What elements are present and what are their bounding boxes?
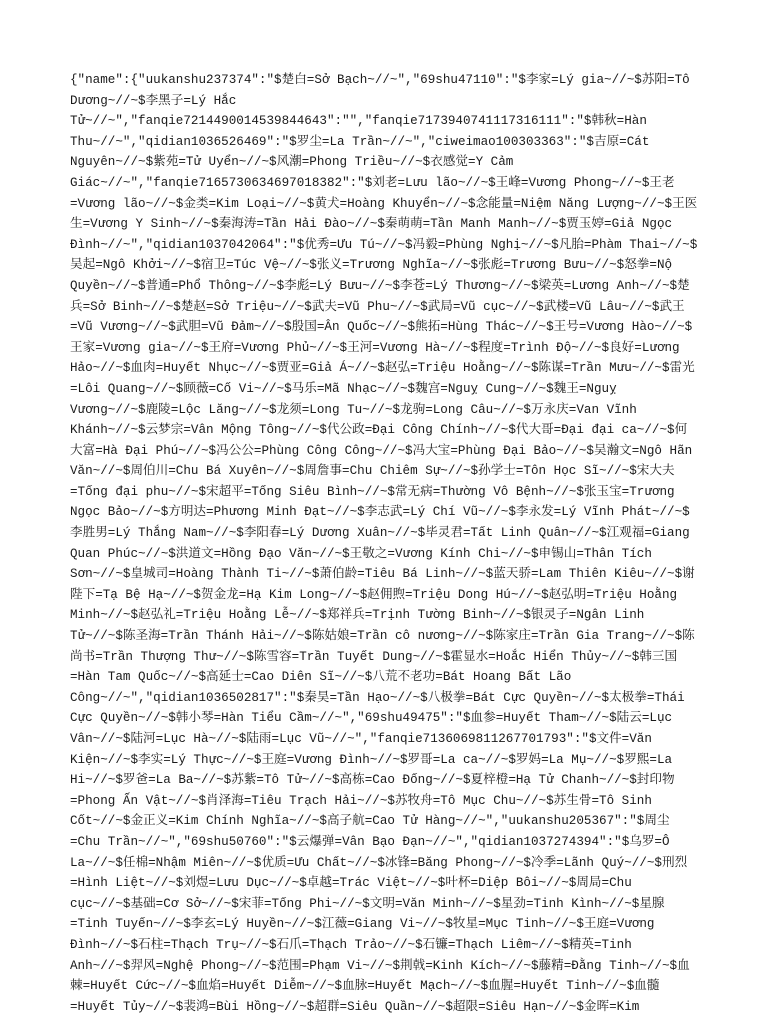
text-line: Vân~//~$陆河=Lục Hà~//~$陆雨=Lục Vũ~//~","fanqie7136069811267701793":"$文件=Văn (70, 732, 652, 746)
text-line: =Tinh Tuyến~//~$李玄=Lý Huyền~//~$江薇=Giang Vi~//~$牧星=Mục Tinh~//~$王庭=Vương (70, 917, 655, 932)
text-line: =Vũ Vương~//~$武胆=Vũ Đảm~//~$殷国=Ân Quốc~//~$熊拓=Hùng Thác~//~$王号=Vương Hào~//~$ (70, 320, 693, 335)
text-line: Sơn~//~$皇城司=Hoàng Thành Ti~//~$萧伯龄=Tiêu Bá Linh~//~$蓝天骄=Lam Thiên Kiêu~//~$谢 (70, 567, 695, 582)
text-line: Hi~//~$罗爸=La Ba~//~$苏紫=Tô Tử~//~$高栋=Cao Đống~//~$夏梓橙=Hạ Tử Chanh~//~$封印物 (70, 773, 675, 788)
text-line: 吴起=Ngô Khởi~//~$宿卫=Túc Vệ~//~$张义=Trương Nghĩa~//~$张彪=Trương Bưu~//~$怒拳=Nộ (70, 258, 673, 273)
text-line: 棘=Huyết Cức~//~$血焰=Huyết Diễm~//~$血脉=Huyết Mạch~//~$血腥=Huyết Tinh~//~$血髓 (70, 979, 660, 994)
text-line: Giác~//~","fanqie7165730634697018382":"$刘老=Lưu lão~//~$王峰=Vương Phong~//~$王老 (70, 175, 675, 190)
text-line: Ngọc Bảo~//~$方明达=Phương Minh Đạt~//~$李志武=Lý Chí Vũ~//~$李永发=Lý Vĩnh Phát~//~$ (70, 505, 690, 520)
text-line: {"name":{"uukanshu237374":"$楚白=Sở Bạch~//~","69shu47110":"$李家=Lý gia~//~$苏阳=Tô (70, 73, 690, 87)
text-line: Công~//~","qidian1036502817":"$秦昊=Tần Hạo~//~$八极拳=Bát Cực Quyền~//~$太极拳=Thái (70, 690, 685, 705)
text-line: 陛下=Tạ Bệ Hạ~//~$贺金龙=Hạ Kim Long~//~$赵佣煦=Triệu Dong Hú~//~$赵弘明=Triệu Hoằng (70, 587, 678, 602)
text-line: =Lôi Quang~//~$顾薇=Cố Vi~//~$马乐=Mã Nhạc~//~$魏宫=Nguỵ Cung~//~$魏王=Nguỵ (70, 381, 617, 396)
text-line: Vương~//~$鹿陵=Lộc Lăng~//~$龙须=Long Tu~//~$龙驹=Long Câu~//~$万永庆=Van Vĩnh (70, 402, 637, 417)
text-line: 李胜男=Lý Thắng Nam~//~$李阳春=Lý Dương Xuân~//~$毕灵君=Tất Linh Quân~//~$江观福=Giang (70, 526, 690, 541)
text-line: Tử~//~","fanqie7214490014539844643":"","fanqie7173940741117316111":"$韩秋=Hàn (70, 114, 647, 129)
text-line: Thu~//~","qidian1036526469":"$罗尘=La Trần~//~","ciweimao100303363":"$吉原=Cát (70, 134, 650, 149)
text-line: Quyền~//~$普通=Phổ Thông~//~$李彪=Lý Bưu~//~$李苍=Lý Thương~//~$梁英=Lương Anh~//~$楚 (70, 278, 690, 293)
text-line: Đình~//~$石柱=Thạch Trụ~//~$石爪=Thạch Trảo~//~$石镰=Thạch Liêm~//~$精英=Tinh (70, 937, 632, 952)
text-line: Tử~//~$陈圣海=Trần Thánh Hải~//~$陈姑娘=Trần cô nương~//~$陈家庄=Trần Gia Trang~//~$陈 (70, 629, 695, 644)
text-line: 生=Vương Y Sinh~//~$秦海涛=Tần Hải Đào~//~$秦萌萌=Tần Manh Manh~//~$贾玉婷=Giả Ngọc (70, 217, 673, 232)
text-line: 大富=Hà Đại Phú~//~$冯公公=Phùng Công Công~//~$冯大宝=Phùng Đại Bảo~//~$吴瀚文=Ngô Hãn (70, 443, 693, 458)
text-line: =Vương lão~//~$金类=Kim Loại~//~$黄犬=Hoàng Khuyển~//~$念能量=Niệm Năng Lượng~//~$王医 (70, 196, 698, 211)
text-line: Cực Quyền~//~$韩小琴=Hàn Tiểu Cầm~//~","69shu49475":"$血参=Huyết Tham~//~$陆云=Lục (70, 711, 673, 726)
text-line: =Hàn Tam Quốc~//~$高延士=Cao Diên Sĩ~//~$八荒不老功=Bát Hoang Bất Lão (70, 670, 572, 685)
text-line: Quan Phúc~//~$洪道文=Hồng Đạo Văn~//~$王敬之=Vương Kính Chi~//~$申锡山=Thân Tích (70, 546, 652, 561)
text-line: =Huyết Tủy~//~$裴鸿=Bùi Hồng~//~$超群=Siêu Quần~//~$超限=Siêu Hạn~//~$金晖=Kim (70, 999, 640, 1014)
text-line: 尚书=Trần Thượng Thư~//~$陈雪容=Trần Tuyết Dung~//~$霍显水=Hoắc Hiển Thủy~//~$韩三国 (70, 649, 678, 664)
text-line: La~//~$任棉=Nhậm Miên~//~$优质=Ưu Chất~//~$冰锋=Băng Phong~//~$冷季=Lãnh Quý~//~$刑烈 (70, 855, 688, 870)
text-line: Đình~//~","qidian1037042064":"$优秀=Ưu Tú~//~$冯毅=Phùng Nghị~//~$凡胎=Phàm Thai~//~$ (70, 237, 698, 252)
text-line: Anh~//~$羿风=Nghệ Phong~//~$范围=Phạm Vi~//~$荆戟=Kinh Kích~//~$藤精=Đằng Tinh~//~$血 (70, 958, 690, 973)
text-line: Cốt~//~$金正义=Kim Chính Nghĩa~//~$高子航=Cao Tử Hàng~//~","uukanshu205367":"$周尘 (70, 814, 670, 829)
text-line: =Tống đại phu~//~$宋超平=Tống Siêu Bình~//~$常无病=Thường Vô Bệnh~//~$张玉宝=Trương (70, 484, 675, 499)
text-line: =Hình Liệt~//~$刘煜=Lưu Dục~//~$卓越=Trác Việt~//~$叶杯=Diệp Bôi~//~$周局=Chu (70, 876, 632, 891)
text-line: 兵=Sở Binh~//~$楚赵=Sở Triệu~//~$武夫=Vũ Phu~//~$武局=Vũ cục~//~$武楼=Vũ Lâu~//~$武王 (70, 299, 685, 314)
text-line: =Phong Ấn Vật~//~$肖泽海=Tiêu Trạch Hải~//~$苏牧舟=Tô Mục Chu~//~$苏生骨=Tô Sinh (70, 793, 652, 808)
text-line: Khánh~//~$云梦宗=Vân Mộng Tông~//~$代公政=Đại Công Chính~//~$代大哥=Đại đại ca~//~$何 (70, 423, 688, 438)
raw-json-text (70, 70, 708, 1017)
text-line: Nguyên~//~$紫苑=Tử Uyển~//~$风潮=Phong Triều~//~$衣感觉=Y Cảm (70, 155, 514, 170)
text-line: Kiện~//~$李实=Lý Thực~//~$王庭=Vương Đình~//~$罗哥=La ca~//~$罗妈=La Mụ~//~$罗熙=La (70, 752, 673, 767)
text-line: Hảo~//~$血肉=Huyết Nhục~//~$贾亚=Giả Á~//~$赵弘=Triệu Hoằng~//~$陈谋=Trần Mưu~//~$雷光 (70, 361, 695, 376)
text-line: cục~//~$基础=Cơ Sở~//~$宋菲=Tống Phi~//~$文明=Văn Minh~//~$星劲=Tinh Kình~//~$星腺 (70, 896, 665, 911)
text-line: Văn~//~$周伯川=Chu Bá Xuyên~//~$周詹事=Chu Chiêm Sự~//~$孙学士=Tôn Học Sĩ~//~$宋大夫 (70, 464, 675, 479)
text-line: =Chu Trần~//~","69shu50760":"$云爆弹=Vân Bạo Đạn~//~","qidian1037274394":"$乌罗=Ô (70, 834, 670, 849)
text-line: Dương~//~$李黑子=Lý Hắc (70, 93, 237, 108)
text-line: 王家=Vương gia~//~$王府=Vương Phủ~//~$王河=Vương Hà~//~$程度=Trình Độ~//~$良好=Lương (70, 340, 680, 355)
text-line: Minh~//~$赵弘礼=Triệu Hoằng Lễ~//~$郑祥兵=Trịnh Tường Binh~//~$银灵子=Ngân Linh (70, 608, 645, 623)
